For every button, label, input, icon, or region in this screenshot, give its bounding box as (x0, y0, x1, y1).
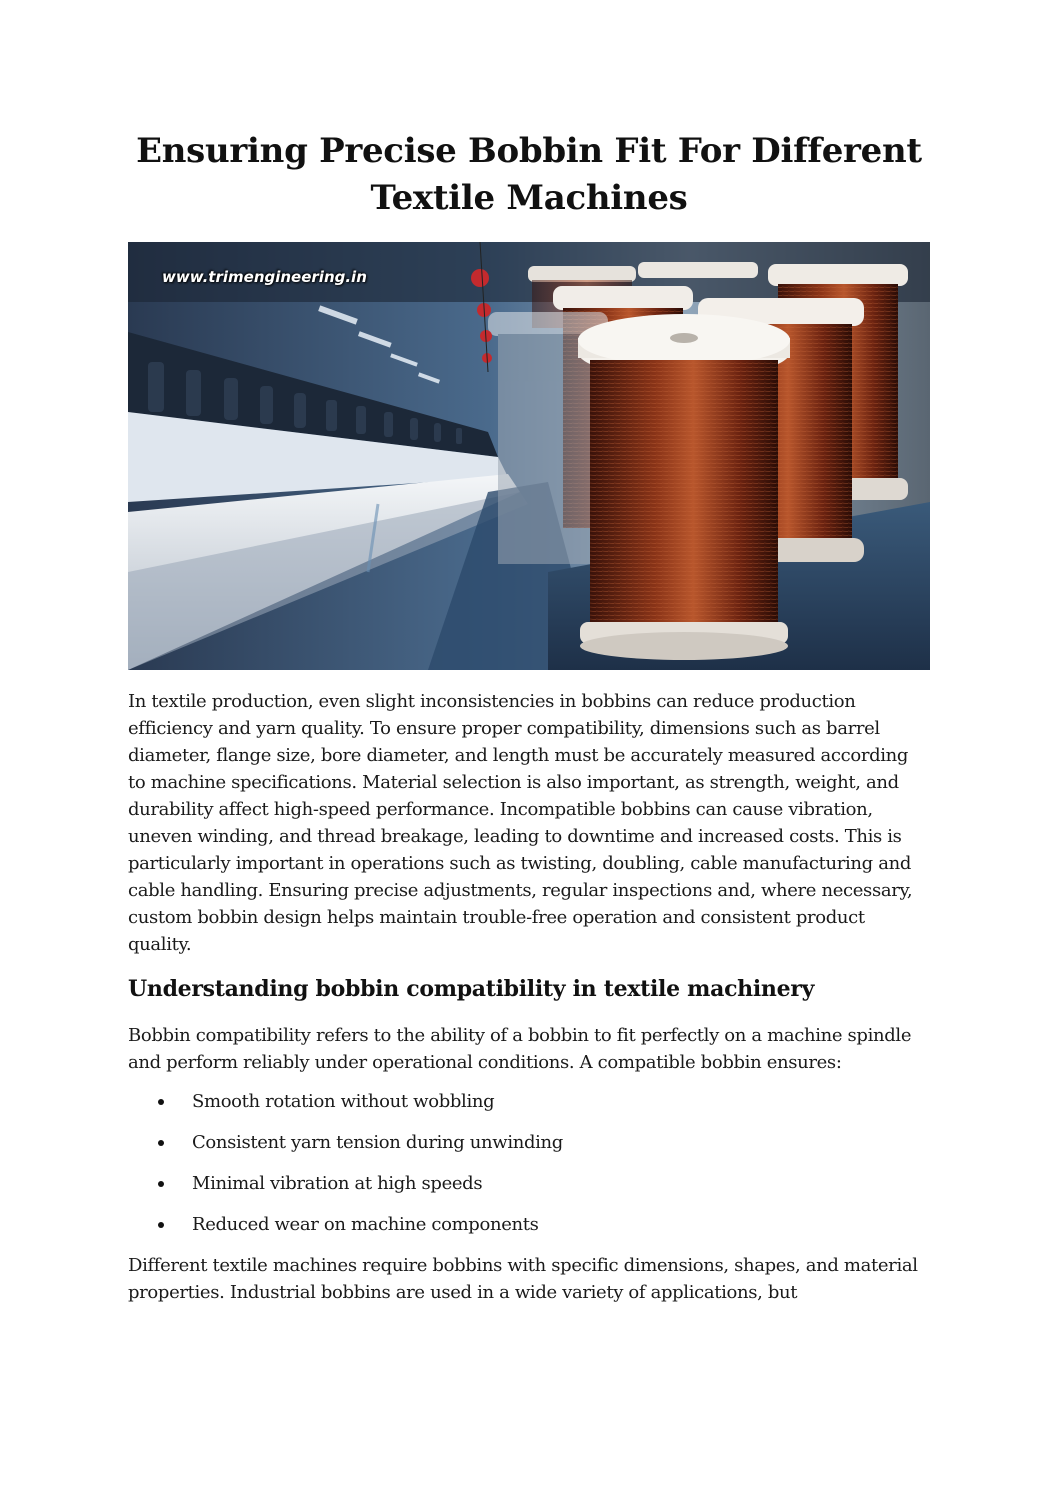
bullet-icon (158, 1181, 164, 1187)
list-item-text: Consistent yarn tension during unwinding (192, 1132, 563, 1153)
hero-image (128, 242, 930, 670)
list-item-text: Minimal vibration at high speeds (192, 1173, 483, 1194)
bullet-list (128, 1088, 930, 1238)
bullet-icon (158, 1099, 164, 1105)
section-paragraph: Bobbin compatibility refers to the ability of a bobbin to fit perfectly on a machine spindle and perform reliably under operational conditions. A compatible bobbin ensures: (128, 1025, 912, 1073)
list-item (128, 1088, 930, 1115)
list-item-text: Reduced wear on machine components (192, 1214, 539, 1235)
bullet-icon (158, 1222, 164, 1228)
page-title: Ensuring Precise Bobbin Fit For Different Textile Machines (136, 131, 922, 218)
list-item (128, 1211, 930, 1238)
list-item (128, 1170, 930, 1197)
bullet-icon (158, 1140, 164, 1146)
hero-illustration (128, 242, 930, 670)
closing-paragraph: Different textile machines require bobbins with specific dimensions, shapes, and material properties. Industrial bobbins are used in a wide variety of applications, but (128, 1255, 918, 1303)
section-heading: Understanding bobbin compatibility in textile machinery (128, 976, 815, 1002)
list-item (128, 1129, 930, 1156)
intro-paragraph: In textile production, even slight inconsistencies in bobbins can reduce production efficiency and yarn quality. To ensure proper compatibility, dimensions such as barrel diameter, flange size, bore diameter, and length must be accurately measured according to machine specifications. Material selection is also important, as strength, weight, and durability affect high-speed performance. Incompatible bobbins can cause vibration, uneven winding, and thread breakage, leading to downtime and increased costs. This is particularly important in operations such as twisting, doubling, cable manufacturing and cable handling. Ensuring precise adjustments, regular inspections and, where necessary, custom bobbin design helps maintain trouble-free operation and consistent product quality. (128, 691, 913, 955)
document-page (128, 128, 930, 1306)
hero-watermark: www.trimengineering.in (162, 268, 367, 286)
list-item-text: Smooth rotation without wobbling (192, 1091, 495, 1112)
